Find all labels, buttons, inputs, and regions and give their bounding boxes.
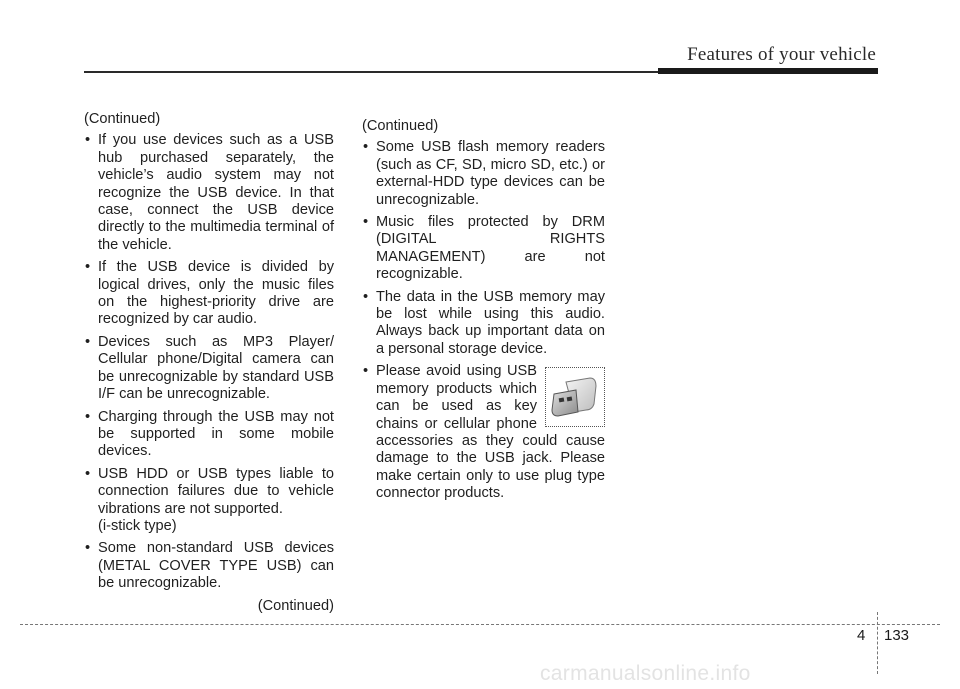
list-item: • Some USB flash memory readers (such as CF, SD, micro SD, etc.) or external-HDD type devices can be unrecognizable. <box>362 139 605 209</box>
list-item: • The data in the USB memory may be lost while using this audio. Always back up important data on a personal storage device. <box>362 289 605 359</box>
list-item-note: (i-stick type) <box>98 517 177 534</box>
list-item-text: Please avoid using USB memory products which can be used as key chains or cellular phone accessories as they could cause damage to the USB jack. Please make certain only to use plug type connector products. <box>376 363 605 502</box>
right-bullet-list <box>362 139 605 502</box>
right-column <box>362 118 605 508</box>
list-item: • Music files protected by DRM (DIGITAL RIGHTS MANAGEMENT) are not recognizable. <box>362 214 605 284</box>
footer-divider <box>877 612 878 674</box>
list-item: • If the USB device is divided by logical drives, only the music files on the highest-priority drive are recognized by car audio. <box>84 259 334 329</box>
watermark-text: carmanualsonline.info <box>540 662 751 685</box>
continued-label-top-right: (Continued) <box>362 118 439 134</box>
continued-label-bottom: (Continued) <box>257 597 334 614</box>
left-bullet-list <box>84 132 334 592</box>
footer-rule <box>20 624 940 625</box>
continued-label-top: (Continued) <box>84 111 161 127</box>
usb-stick-icon <box>546 368 604 426</box>
left-column <box>84 111 334 615</box>
list-item: • Some non-standard USB devices (METAL COVER TYPE USB) can be unrecognizable. <box>84 540 334 592</box>
section-title: Features of your vehicle <box>687 44 876 65</box>
list-item: • Devices such as MP3 Player/ Cellular phone/Digital camera can be unrecognizable by standard USB I/F can be unrecognizable. <box>84 334 334 404</box>
list-item-with-figure <box>362 363 605 502</box>
header-rule <box>84 71 660 73</box>
list-item: • If you use devices such as a USB hub purchased separately, the vehicle’s audio system may not recognize the USB device. In that case, connect the USB device directly to the multimedia terminal of the vehicle. <box>84 132 334 254</box>
list-item-text: USB HDD or USB types liable to connection failures due to vehicle vibrations are not supported. <box>98 465 334 517</box>
list-item: • Charging through the USB may not be supported in some mobile devices. <box>84 409 334 461</box>
chapter-number: 4 <box>857 627 866 644</box>
page-number: 133 <box>884 627 910 644</box>
header-rule-accent <box>658 68 878 74</box>
usb-figure-box <box>545 367 605 427</box>
list-item-with-note <box>84 466 334 536</box>
